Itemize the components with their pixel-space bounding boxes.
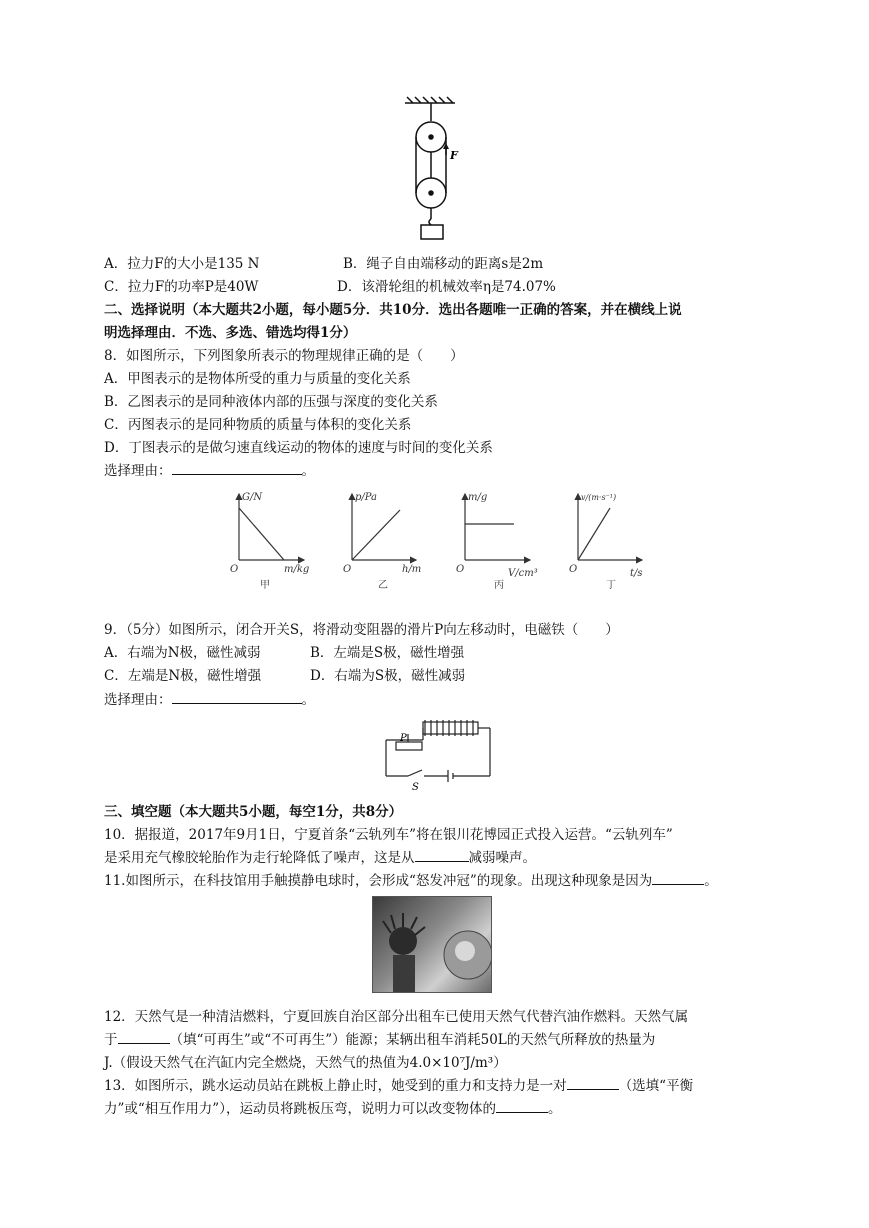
- section2-heading-line2: 明选择理由．不选、多选、错选均得1分）: [104, 325, 357, 341]
- q11-blank[interactable]: [652, 872, 704, 885]
- q11-text: 11.如图所示，在科技馆用手触摸静电球时，会形成“怒发冲冠”的现象。出现这种现象是因为: [104, 873, 653, 889]
- q9-reason-label: 选择理由：: [104, 692, 172, 708]
- force-label: F: [450, 149, 458, 162]
- q9-reason-end: 。: [301, 692, 315, 708]
- q10-line2-tail: 减弱噪声。: [468, 850, 536, 866]
- q7-option-c: C．拉力F的功率P是40W: [104, 279, 259, 295]
- q10-line2: [104, 846, 536, 866]
- section3-heading: 三、填空题（本大题共5小题，每空1分，共8分）: [104, 804, 403, 820]
- slider-label: P: [400, 733, 407, 744]
- q7-option-a: A．拉力F的大小是135 N: [104, 256, 260, 272]
- q13-line1-text: 13．如图所示，跳水运动员站在跳板上静止时，她受到的重力和支持力是一对: [104, 1078, 567, 1094]
- q8-reason-label: 选择理由：: [104, 463, 172, 479]
- q12-blank[interactable]: [118, 1031, 170, 1044]
- q13-line2-tail: 。: [547, 1101, 562, 1117]
- q9-stem: 9．（5分）如图所示，闭合开关S，将滑动变阻器的滑片P向左移动时，电磁铁（ ）: [104, 622, 619, 638]
- graph1-origin: O: [230, 564, 239, 575]
- q9-reason-blank[interactable]: [172, 691, 302, 704]
- q10-line1: 10．据报道，2017年9月1日，宁夏首条“云轨列车”将在银川花博园正式投入运营。“云轨列车”: [104, 827, 673, 843]
- graph1-ylabel: G/N: [242, 492, 263, 503]
- graph2-origin: O: [343, 564, 352, 575]
- q13-blank2[interactable]: [496, 1100, 548, 1113]
- graph4-origin: O: [569, 564, 578, 575]
- q13-line1: [104, 1074, 693, 1094]
- q12-line2: [104, 1028, 655, 1048]
- q9-option-a: A．右端为N极，磁性减弱: [104, 645, 261, 661]
- graph1-caption: 甲: [260, 580, 270, 591]
- graph3-ylabel: m/g: [468, 492, 488, 503]
- q8-option-b: B．乙图表示的是同种液体内部的压强与深度的变化关系: [104, 394, 438, 410]
- q12-line3: J.（假设天然气在汽缸内完全燃烧，天然气的热值为4.0×10⁷J/m³）: [104, 1055, 507, 1071]
- q10-line2-text: 是采用充气橡胶轮胎作为走行轮降低了噪声，这是从: [104, 850, 415, 866]
- q8-option-a: A．甲图表示的是物体所受的重力与质量的变化关系: [104, 371, 411, 387]
- graph2-xlabel: h/m: [402, 564, 422, 575]
- q12-line1: 12．天然气是一种清洁燃料，宁夏回族自治区部分出租车已使用天然气代替汽油作燃料。天然气属: [104, 1009, 689, 1025]
- q11-tail: 。: [704, 873, 718, 889]
- q7-option-b: B．绳子自由端移动的距离s是2m: [343, 256, 544, 272]
- graph4-ylabel: v/(m·s⁻¹): [581, 493, 617, 502]
- q9-circuit: [378, 712, 500, 792]
- q8-reason-end: 。: [301, 463, 315, 479]
- q10-blank[interactable]: [415, 849, 469, 862]
- q13-blank1[interactable]: [567, 1077, 619, 1090]
- section2-heading-line1: 二、选择说明（本大题共2小题，每小题5分．共10分．选出各题唯一正确的答案，并在横线上说: [104, 302, 682, 318]
- graph3-caption: 丙: [494, 580, 504, 591]
- q11-line: [104, 869, 718, 889]
- graph2-caption: 乙: [378, 580, 388, 591]
- q8-reason: [104, 459, 315, 479]
- q8-option-c: C．丙图表示的是同种物质的质量与体积的变化关系: [104, 417, 412, 433]
- q8-stem: 8．如图所示，下列图象所表示的物理规律正确的是（ ）: [104, 348, 464, 364]
- graph4-xlabel: t/s: [630, 568, 643, 579]
- graph3-origin: O: [456, 564, 465, 575]
- switch-label: S: [412, 782, 419, 792]
- graph1-xlabel: m/kg: [284, 564, 310, 575]
- q7-option-d: D．该滑轮组的机械效率η是74.07%: [337, 279, 556, 295]
- graph2-ylabel: p/Pa: [355, 492, 378, 503]
- graph4-caption: 丁: [606, 580, 616, 591]
- pulley-figure: [395, 95, 465, 245]
- q8-option-d: D．丁图表示的是做匀速直线运动的物体的速度与时间的变化关系: [104, 440, 493, 456]
- q13-line1-tail: （选填“平衡: [618, 1078, 694, 1094]
- q9-option-d: D．右端为S极，磁性减弱: [310, 668, 466, 684]
- q8-reason-blank[interactable]: [172, 462, 302, 475]
- q9-reason: [104, 688, 315, 708]
- q9-option-c: C．左端是N极，磁性增强: [104, 668, 262, 684]
- q13-line2-text: 力”或“相互作用力”），运动员将跳板压弯，说明力可以改变物体的: [104, 1101, 496, 1117]
- static-ball-photo: [372, 896, 492, 993]
- q12-line2-head: 于: [104, 1032, 118, 1048]
- q8-graphs: [222, 486, 662, 594]
- q13-line2: [104, 1097, 561, 1117]
- q9-option-b: B．左端是S极，磁性增强: [310, 645, 465, 661]
- graph3-xlabel: V/cm³: [508, 568, 538, 579]
- q12-line2-text: （填“可再生”或“不可再生”）能源；某辆出租车消耗50L的天然气所释放的热量为: [169, 1032, 656, 1048]
